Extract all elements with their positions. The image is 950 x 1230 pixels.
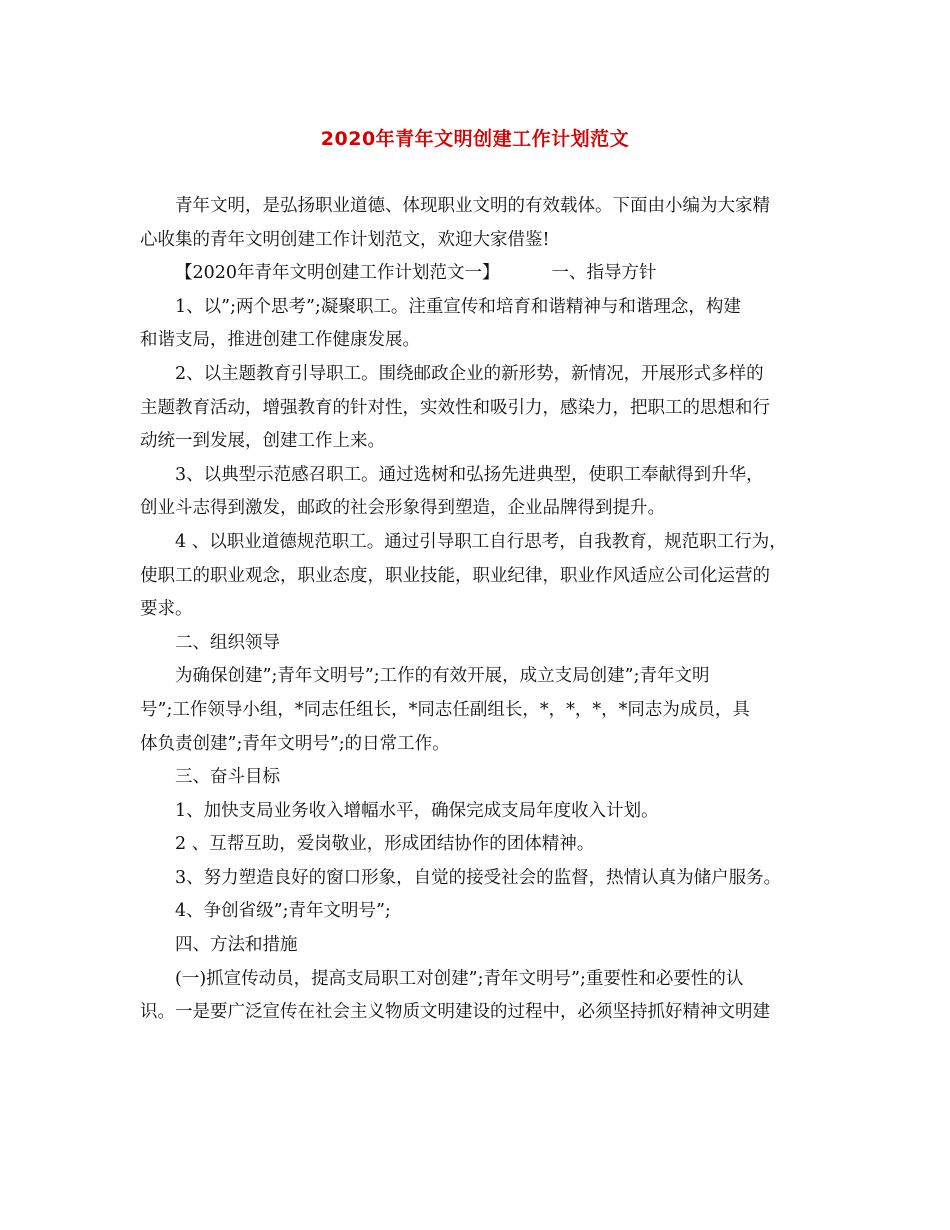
paragraph-item — [140, 660, 820, 761]
text-line: 使职工的职业观念，职业态度，职业技能，职业纪律，职业作风适应公司化运营的 — [140, 565, 770, 586]
paragraph-item — [140, 963, 820, 1030]
document-title: 2020年青年文明创建工作计划范文 — [320, 128, 630, 150]
document-body — [140, 190, 820, 1030]
text-line: 青年文明，是弘扬职业道德、体现职业文明的有效载体。下面由小编为大家精 — [175, 196, 770, 216]
section-heading — [140, 761, 820, 795]
text-line: (一)抓宣传动员，提高支局职工对创建”;青年文明号”;重要性和必要性的认 — [175, 968, 744, 989]
paragraph-item — [140, 862, 820, 896]
text-line: 4、争创省级”;青年文明号”; — [175, 901, 391, 922]
text-line: 四、方法和措施 — [175, 935, 298, 956]
paragraph-item — [140, 795, 820, 829]
text-line: 要求。 — [140, 599, 193, 620]
paragraph-item — [140, 526, 820, 627]
text-line: 3、以典型示范感召职工。通过选树和弘扬先进典型，使职工奉献得到升华， — [175, 464, 764, 485]
text-line: 识。一是要广泛宣传在社会主义物质文明建设的过程中，必须坚持抓好精神文明建 — [140, 1002, 770, 1023]
text-line: 【2020年青年文明创建工作计划范文一】 — [175, 263, 500, 284]
paragraph-item — [140, 291, 820, 358]
text-line: 1、以”;两个思考”;凝聚职工。注重宣传和培育和谐精神与和谐理念，构建 — [175, 296, 741, 317]
text-line: 体负责创建”;青年文明号”;的日常工作。 — [140, 733, 450, 754]
text-line: 心收集的青年文明创建工作计划范文，欢迎大家借鉴! — [140, 229, 550, 250]
paragraph-item — [140, 828, 820, 862]
text-line: 4 、以职业道德规范职工。通过引导职工自行思考，自我教育，规范职工行为， — [175, 531, 787, 552]
text-line: 2、以主题教育引导职工。围绕邮政企业的新形势，新情况，开展形式多样的 — [175, 363, 764, 384]
text-line: 动统一到发展，创建工作上来。 — [140, 431, 385, 452]
paragraph-item — [140, 895, 820, 929]
text-line: 创业斗志得到激发，邮政的社会形象得到塑造，企业品牌得到提升。 — [140, 498, 665, 519]
text-line: 三、奋斗目标 — [175, 767, 280, 788]
text-line: 和谐支局，推进创建工作健康发展。 — [140, 330, 420, 351]
text-line: 3、努力塑造良好的窗口形象，自觉的接受社会的监督，热情认真为储户服务。 — [175, 867, 782, 888]
text-line: 为确保创建”;青年文明号”;工作的有效开展，成立支局创建”;青年文明 — [175, 666, 710, 687]
text-line: 二、组织领导 — [175, 632, 280, 653]
heading-guiding-principles: 一、指导方针 — [551, 263, 657, 284]
paragraph-item — [140, 459, 820, 526]
text-line: 2 、互帮互助，爱岗敬业，形成团结协作的团体精神。 — [175, 834, 595, 855]
section-heading — [140, 929, 820, 963]
section-heading — [140, 627, 820, 661]
paragraph-item — [140, 358, 820, 459]
text-line: 主题教育活动，增强教育的针对性，实效性和吸引力，感染力，把职工的思想和行 — [140, 397, 770, 418]
paragraph-intro — [140, 190, 820, 257]
text-line: 1、加快支局业务收入增幅水平，确保完成支局年度收入计划。 — [175, 800, 659, 821]
text-line: 号”;工作领导小组，*同志任组长，*同志任副组长，*，*，*，*同志为成员，具 — [140, 699, 750, 720]
paragraph-section-heading — [140, 257, 820, 291]
